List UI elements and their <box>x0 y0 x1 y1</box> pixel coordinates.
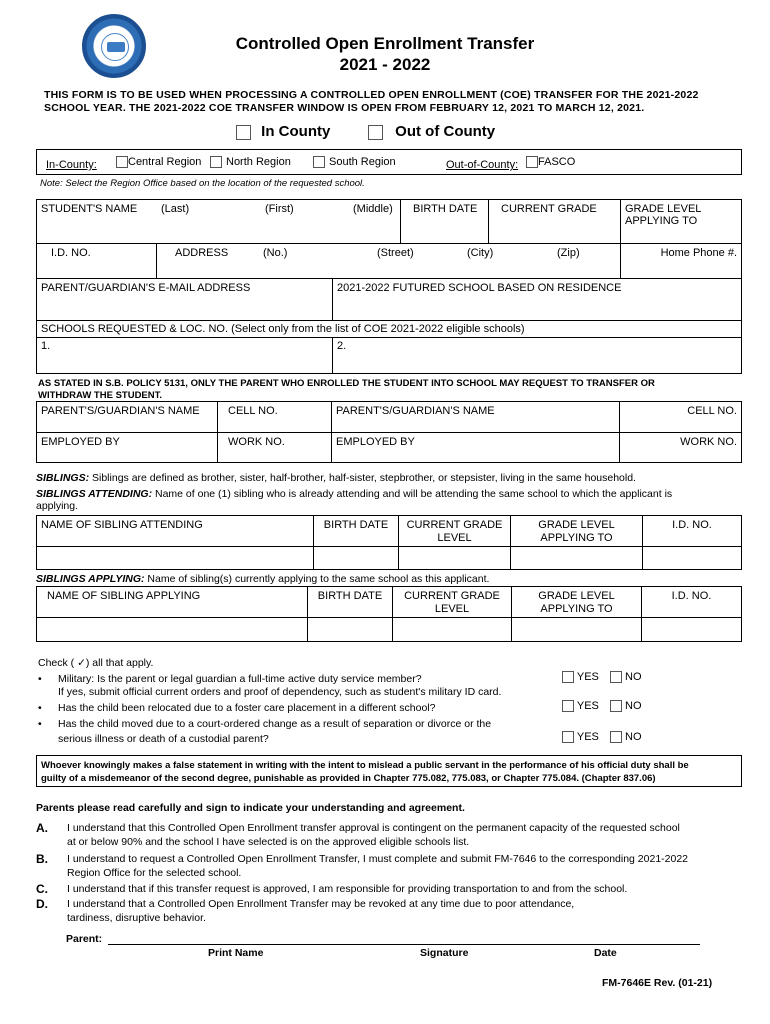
siblings-applying-definition: SIBLINGS APPLYING: Name of sibling(s) currently applying to the same school as this applicant. <box>36 573 490 585</box>
question-foster: Has the child been relocated due to a foster care placement in a different school? <box>58 702 436 714</box>
id-no-field[interactable]: I.D. NO. <box>36 243 157 279</box>
sib-att-grade-field[interactable] <box>398 546 511 570</box>
sib-app-grade-header: CURRENT GRADE LEVEL <box>392 586 512 618</box>
sib-app-id-field[interactable] <box>641 617 742 642</box>
item-b-letter: B. <box>36 852 48 866</box>
in-county-checkbox[interactable] <box>236 125 251 140</box>
parent-2-employer-field[interactable]: EMPLOYED BY <box>331 432 620 463</box>
north-region-checkbox[interactable] <box>210 156 222 168</box>
foster-yes-checkbox[interactable] <box>562 700 574 712</box>
parent-1-employer-field[interactable]: EMPLOYED BY <box>36 432 218 463</box>
school-choice-1-field[interactable]: 1. <box>36 337 333 374</box>
siblings-attending-definition: SIBLINGS ATTENDING: Name of one (1) sibling who is already attending and will be attending the same school to which the applicant is <box>36 488 673 500</box>
false-statement-warning: Whoever knowingly makes a false statement in writing with the intent to mislead a public servant in the performance of his official duty shall be guilty of a misdemeanor of the second degree, punishable as provided in Chapter 775.082, 775.083, or Chapter 775.084. (Chapter 837.06) <box>36 755 742 787</box>
question-military-note: If yes, submit official current orders and proof of dependency, such as student's military ID card. <box>58 686 502 698</box>
sib-app-name-field[interactable] <box>36 617 308 642</box>
military-no-checkbox[interactable] <box>610 671 622 683</box>
out-of-county-label: Out of County <box>395 123 496 140</box>
item-a-line-2: at or below 90% and the school I have selected is on the approved eligible schools list. <box>67 836 470 848</box>
check-intro: Check ( ✓) all that apply. <box>38 657 154 669</box>
sib-app-birth-field[interactable] <box>307 617 393 642</box>
central-region-option: Central Region <box>116 156 201 168</box>
intro-line-2: SCHOOL YEAR. THE 2021-2022 COE TRANSFER WINDOW IS OPEN FROM FEBRUARY 12, 2021 TO MARCH 12, 2021. <box>44 102 645 114</box>
region-note: Note: Select the Region Office based on the location of the requested school. <box>40 178 365 189</box>
item-c-letter: C. <box>36 882 48 896</box>
form-number: FM-7646E Rev. (01-21) <box>602 977 713 989</box>
sib-att-id-header: I.D. NO. <box>642 515 742 547</box>
in-county-label: In County <box>261 123 331 140</box>
item-a-line-1: I understand that this Controlled Open Enrollment transfer approval is contingent on the permanent capacity of the requested school <box>67 822 680 834</box>
in-county-option <box>236 123 330 140</box>
agreement-heading: Parents please read carefully and sign to indicate your understanding and agreement. <box>36 802 465 814</box>
sib-app-applying-field[interactable] <box>511 617 642 642</box>
schools-requested-header: SCHOOLS REQUESTED & LOC. NO. (Select only from the list of COE 2021-2022 eligible schools) <box>36 320 742 338</box>
sib-app-id-header: I.D. NO. <box>641 586 742 618</box>
out-county-region-label: Out-of-County: <box>446 159 519 171</box>
parent-2-name-field[interactable]: PARENT'S/GUARDIAN'S NAME <box>331 401 620 433</box>
futured-school-field[interactable]: 2021-2022 FUTURED SCHOOL BASED ON RESIDENCE <box>332 278 742 321</box>
court-yes-checkbox[interactable] <box>562 731 574 743</box>
print-name-caption: Print Name <box>208 947 264 959</box>
sib-app-name-header: NAME OF SIBLING APPLYING <box>36 586 308 618</box>
parent-1-work-field[interactable]: WORK NO. <box>217 432 332 463</box>
sib-att-name-field[interactable] <box>36 546 314 570</box>
court-answer: YES NO <box>562 731 642 743</box>
sib-att-birth-header: BIRTH DATE <box>313 515 399 547</box>
sib-att-grade-header: CURRENT GRADE LEVEL <box>398 515 511 547</box>
question-court-order-cont: serious illness or death of a custodial parent? <box>58 733 269 745</box>
item-a-letter: A. <box>36 821 48 835</box>
sib-att-id-field[interactable] <box>642 546 742 570</box>
parent-label: Parent: <box>66 933 103 945</box>
out-of-county-option <box>368 123 495 140</box>
current-grade-field[interactable]: CURRENT GRADE <box>488 199 621 244</box>
sib-att-applying-field[interactable] <box>510 546 643 570</box>
south-region-option: South Region <box>313 156 396 168</box>
foster-no-checkbox[interactable] <box>610 700 622 712</box>
out-of-county-checkbox[interactable] <box>368 125 383 140</box>
north-region-option: North Region <box>210 156 291 168</box>
in-county-region-label: In-County: <box>46 159 97 171</box>
item-b-line-1: I understand to request a Controlled Open Enrollment Transfer, I must complete and submit FM-7646 to the corresponding 2021-2022 <box>67 853 689 865</box>
item-d-line-1: I understand that a Controlled Open Enrollment Transfer may be revoked at any time due to poor attendance, <box>67 898 575 910</box>
siblings-applying-table <box>36 586 742 642</box>
birth-date-field[interactable]: BIRTH DATE <box>400 199 489 244</box>
school-choice-2-field[interactable]: 2. <box>332 337 742 374</box>
siblings-attending-definition-cont: applying. <box>36 500 79 512</box>
sib-att-applying-header: GRADE LEVEL APPLYING TO <box>510 515 643 547</box>
sib-att-name-header: NAME OF SIBLING ATTENDING <box>36 515 314 547</box>
bullet-2: • <box>38 702 42 714</box>
central-region-checkbox[interactable] <box>116 156 128 168</box>
siblings-definition: SIBLINGS: Siblings are defined as brother, sister, half-brother, half-sister, stepbrother, or stepsister, living in the same household. <box>36 472 636 484</box>
court-no-checkbox[interactable] <box>610 731 622 743</box>
sib-app-applying-header: GRADE LEVEL APPLYING TO <box>511 586 642 618</box>
question-court-order: Has the child moved due to a court-ordered change as a result of separation or divorce or the <box>58 718 492 730</box>
form-year: 2021 - 2022 <box>339 55 431 74</box>
address-field[interactable]: ADDRESS (No.) (Street) (City) (Zip) <box>156 243 621 279</box>
sib-att-birth-field[interactable] <box>313 546 399 570</box>
bullet-3: • <box>38 718 42 730</box>
siblings-attending-table <box>36 515 742 570</box>
parent-2-cell-field[interactable]: CELL NO. <box>619 401 742 433</box>
home-phone-field[interactable]: Home Phone #. <box>620 243 742 279</box>
parent-1-name-field[interactable]: PARENT'S/GUARDIAN'S NAME <box>36 401 218 433</box>
fasco-option: FASCO <box>526 156 575 168</box>
military-answer: YES NO <box>562 671 642 683</box>
item-b-line-2: Region Office for the selected school. <box>67 867 242 879</box>
item-c-line-1: I understand that if this transfer request is approved, I am responsible for providing transportation to and from the school. <box>67 883 628 895</box>
foster-answer: YES NO <box>562 700 642 712</box>
item-d-letter: D. <box>36 897 48 911</box>
signature-caption: Signature <box>420 947 469 959</box>
grade-applying-field[interactable]: GRADE LEVEL APPLYING TO <box>620 199 742 244</box>
item-d-line-2: tardiness, disruptive behavior. <box>67 912 206 924</box>
fasco-checkbox[interactable] <box>526 156 538 168</box>
date-caption: Date <box>594 947 617 959</box>
student-name-field[interactable]: STUDENT'S NAME (Last) (First) (Middle) <box>36 199 401 244</box>
south-region-checkbox[interactable] <box>313 156 325 168</box>
parent-2-work-field[interactable]: WORK NO. <box>619 432 742 463</box>
question-military: Military: Is the parent or legal guardian a full-time active duty service member? <box>58 673 422 685</box>
parent-1-cell-field[interactable]: CELL NO. <box>217 401 332 433</box>
sib-app-grade-field[interactable] <box>392 617 512 642</box>
policy-line-2: WITHDRAW THE STUDENT. <box>38 390 163 401</box>
form-title: Controlled Open Enrollment Transfer <box>235 34 535 53</box>
military-yes-checkbox[interactable] <box>562 671 574 683</box>
parent-email-field[interactable]: PARENT/GUARDIAN'S E-MAIL ADDRESS <box>36 278 333 321</box>
bullet-1: • <box>38 673 42 685</box>
signature-line[interactable] <box>108 944 700 945</box>
sib-app-birth-header: BIRTH DATE <box>307 586 393 618</box>
parent-guardian-table <box>36 401 742 463</box>
policy-line-1: AS STATED IN S.B. POLICY 5131, ONLY THE PARENT WHO ENROLLED THE STUDENT INTO SCHOOL MAY REQUEST TO TRANSFER OR <box>38 378 655 389</box>
student-info-table <box>36 199 742 374</box>
intro-line-1: THIS FORM IS TO BE USED WHEN PROCESSING A CONTROLLED OPEN ENROLLMENT (COE) TRANSFER FOR THE 2021-2022 <box>44 89 699 101</box>
